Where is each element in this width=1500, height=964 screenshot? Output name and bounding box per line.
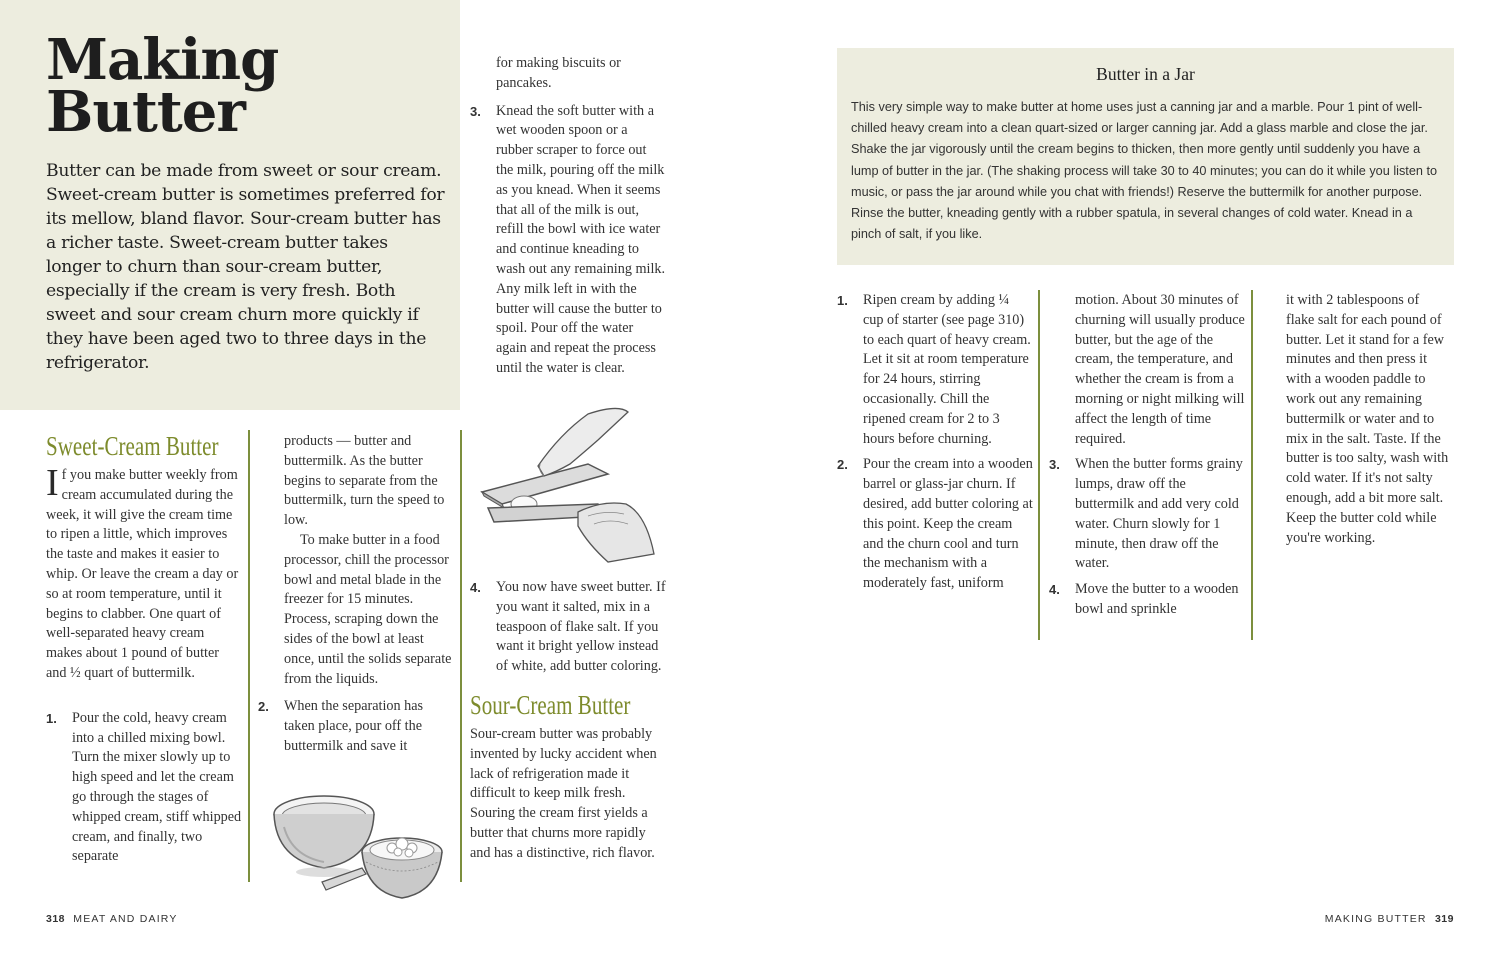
sour-cream-heading: Sour-Cream Butter bbox=[470, 689, 631, 720]
col3-continued-text: it with 2 tablespoons of flake salt for each pound of butter. Let it stand for a few minutes and then press it with a wooden paddle to work out any remaining buttermilk or water and to mix in the salt. Taste. If the butter is too salty, wash with cold water. If it's not salty enough, add a bit more salt. Keep the butter cold while you're working. bbox=[1286, 292, 1449, 546]
sweet-cream-heading: Sweet-Cream Butter bbox=[46, 431, 219, 461]
column-rule bbox=[460, 430, 462, 882]
title-line-1: Making bbox=[46, 27, 279, 93]
left-column-1 bbox=[46, 430, 242, 867]
right-column-1 bbox=[837, 291, 1033, 594]
step-number: 1. bbox=[46, 710, 57, 726]
step-text: Ripen cream by adding ¼ cup of starter (see page 310) to each quart of heavy cream. Let it sit at room temperature for 24 hours, stirring occasionally. Chill the ripened cream for 2 to 3 hours before churning. bbox=[863, 292, 1031, 447]
sour-step-2 bbox=[837, 455, 1033, 594]
right-column-3 bbox=[1286, 291, 1450, 548]
intro-paragraph: Butter can be made from sweet or sour cream. Sweet-cream butter is sometimes preferred for its mellow, bland flavor. Sour-cream butter has a richer taste. Sweet-cream butter takes longer to churn than sour-cream butter, especially if the cream is very fresh. Both sweet and sour cream churn more quickly if they have been aged two to three days in the refrigerator. bbox=[46, 161, 445, 373]
sidebar-title: Butter in a Jar bbox=[1096, 64, 1195, 84]
section-label: MEAT AND DAIRY bbox=[73, 913, 178, 925]
sweet-cream-paragraph bbox=[46, 462, 242, 684]
sweet-step-4 bbox=[470, 578, 666, 677]
bowls-illustration bbox=[262, 782, 452, 912]
sour-step-4 bbox=[1049, 580, 1245, 620]
sidebar-text: This very simple way to make butter at home uses just a canning jar and a marble. Pour 1 pint of well-chilled heavy cream into a clean quart-sized or larger canning jar. Add a glass marble and close the jar. Shake the jar vigorously until the cream begins to thicken, then more gently until suddenly you have a lump of butter in the jar. (The shaking process will take 30 to 40 minutes; you can do it while you listen to music, or pass the jar around while you chat with friends!) Reserve the buttermilk for another purpose. Rinse the butter, kneading gently with a rubber spatula, in several changes of cold water. Knead in a pinch of salt, if you like. bbox=[851, 100, 1438, 242]
step-number: 4. bbox=[1049, 582, 1060, 598]
step-text: You now have sweet butter. If you want it salted, mix in a teaspoon of flake salt. If you want it bright yellow instead of white, add butter coloring. bbox=[496, 579, 666, 675]
sweet-step-3 bbox=[470, 102, 666, 379]
food-processor-paragraph: To make butter in a food processor, chill the processor bowl and metal blade in the freezer for 15 minutes. Process, scraping down the sides of the bowl at least once, until the solids separate from the liquids. bbox=[284, 531, 452, 687]
step-number: 2. bbox=[837, 457, 848, 473]
sour-step-1 bbox=[837, 291, 1033, 449]
column-rule bbox=[1251, 290, 1253, 640]
step-number: 3. bbox=[1049, 457, 1060, 473]
left-column-3 bbox=[470, 54, 666, 379]
step-number: 2. bbox=[258, 699, 269, 715]
page-title bbox=[46, 27, 279, 145]
column-rule bbox=[248, 430, 250, 882]
left-column-2 bbox=[258, 432, 454, 757]
col2-continued-text: motion. About 30 minutes of churning will usually produce butter, but the age of the cream, the temperature, and whether the cream is from a morning or night milking will affect the length of time required. bbox=[1075, 292, 1245, 447]
right-column-2 bbox=[1049, 291, 1245, 620]
sweet-step-1 bbox=[46, 709, 242, 867]
page-number: 319 bbox=[1434, 913, 1454, 925]
sour-cream-intro: Sour-cream butter was probably invented by lucky accident when lack of refrigeration made it difficult to keep milk fresh. Souring the cream first yields a butter that churns more rapidly and has a distinctive, rich flavor. bbox=[470, 725, 657, 861]
step-number: 1. bbox=[837, 293, 848, 308]
step-text: When the separation has taken place, pour off the buttermilk and save it bbox=[284, 698, 424, 754]
col3-continued-text: for making biscuits or pancakes. bbox=[496, 55, 621, 91]
left-column-3-bottom bbox=[470, 578, 666, 864]
sour-step-3 bbox=[1049, 455, 1245, 574]
step-text: Pour the cold, heavy cream into a chilled mixing bowl. Turn the mixer slowly up to high speed and let the cream go through the stages of whipped cream, stiff whipped cream, and finally, two separate bbox=[72, 709, 242, 865]
butter-paddles-illustration bbox=[478, 404, 658, 568]
page-number: 318 bbox=[46, 913, 66, 925]
drop-cap: I bbox=[46, 462, 59, 504]
step-number: 4. bbox=[470, 580, 481, 595]
sweet-cream-text: f you make butter weekly from cream accumulated during the week, it will give the cream time to ripen a little, which improves the taste and makes it easier to whip. Or leave the cream a day or so at room temperature, until it begins to clabber. One quart of well-separated heavy cream makes about 1 pound of butter and ½ quart of buttermilk. bbox=[46, 467, 239, 681]
footer-left bbox=[46, 913, 178, 925]
butter-in-a-jar-panel bbox=[837, 48, 1454, 265]
col2-continued-text: products — butter and buttermilk. As the butter begins to separate from the buttermilk, turn the speed to low. bbox=[284, 433, 445, 529]
step-number: 3. bbox=[470, 103, 481, 119]
section-label: MAKING BUTTER bbox=[1324, 913, 1427, 925]
step-text: When the butter forms grainy lumps, draw off the buttermilk and add very cold water. Churn slowly for 1 minute, then draw off the water. bbox=[1075, 456, 1243, 572]
step-text: Knead the soft butter with a wet wooden spoon or a rubber scraper to force out the milk, pouring off the milk as you knead. When it seems that all of the milk is out, refill the bowl with ice water and continue kneading to wash out any remaining milk. Any milk left in with the butter will cause the butter to spoil. Pour off the water again and repeat the process until the water is clear. bbox=[496, 102, 666, 376]
step-text: Move the butter to a wooden bowl and sprinkle bbox=[1075, 581, 1239, 617]
step-text: Pour the cream into a wooden barrel or glass-jar churn. If desired, add butter coloring at this point. Keep the cream and the churn cool and turn the mechanism with a moderately fast, uniform bbox=[863, 456, 1033, 592]
column-rule bbox=[1038, 290, 1040, 640]
footer-right bbox=[1325, 913, 1454, 925]
sweet-step-2 bbox=[258, 697, 454, 756]
title-line-2: Butter bbox=[46, 79, 245, 145]
